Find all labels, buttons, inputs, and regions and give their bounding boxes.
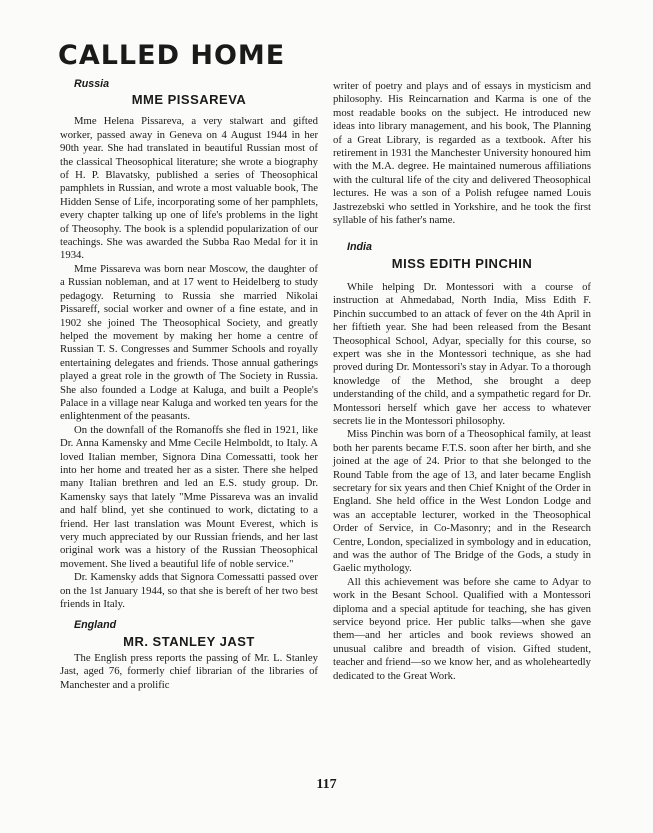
region-label-india: India xyxy=(347,241,372,254)
paragraph: On the downfall of the Romanoffs she fled in 1921, like Dr. Anna Kamensky and Mme Cecile Helmboldt, to Italy. A loved Italian member, Signora Dina Comessatti, took her into her home and treated her as a sister. There she helped many Italian brethren and led an E.S. study group. Dr. Kamensky says that lately "Mme Pissareva was an invalid and half blind, yet she continued to work, dictating to a friend. Her last translation was Mount Everest, which is very much appreciated by our Russian friends, and her last original work was a history of the Russian Theosophical movement. She lived a beautiful life of noble service." xyxy=(60,423,318,570)
paragraph: Dr. Kamensky adds that Signora Comessatti passed over on the 1st January 1944, so that she is bereft of her two best friends in Italy. xyxy=(60,571,318,611)
paragraph: While helping Dr. Montessori with a course of instruction at Ahmedabad, North India, Miss Edith F. Pinchin succumbed to an attack of fever on the 4th April in her fiftieth year. She had been released from the Besant Theosophical School, Adyar, specially for this course, so expert was she in the Montessori technique, as she had proved during Dr. Montessori's stay in Adyar. To a thorough knowledge of the Method, she brought a deep understanding of the child, and a sympathetic regard for Dr. Montessori herself which gave her access to whatever secrets lie in the Montessori philosophy. xyxy=(333,280,591,427)
right-column xyxy=(333,80,591,683)
region-label-england: England xyxy=(74,619,117,632)
obituary-heading-pinchin: MISS EDITH PINCHIN xyxy=(391,255,533,271)
paragraph: Mme Helena Pissareva, a very stalwart and gifted worker, passed away in Geneva on 4 August 1944 in her 90th year. She had translated in beautiful Russian most of the classical Theosophical literature; she wrote a biography of H. P. Blavatsky, published a series of Theosophical pamphlets in Russian, and wrote a most valuable book, The Hidden Sense of Life, incorporating some of her pamphlets, every chapter talking up one of life's problems in the light of Theosophy. The book is a splendid popularization of our teachings. She was awarded the Subba Rao Medal for it in 1934. xyxy=(60,115,318,262)
page-number: 117 xyxy=(316,777,337,792)
paragraph-continued: writer of poetry and plays and of essays in mysticism and philosophy. His Reincarnation and Karma is one of the most readable books on the subject. He introduced new ideas into library management, and his book, The Planning of a Great Library, is regarded as a textbook. After his retirement in 1931 the Manchester University honoured him with the M.A. degree. He maintained numerous affiliations with the cultural life of the city and delivered Theosophical lectures. He was a son of a Polish refugee named Louis Jastrezebski who settled in Yorkshire, and he took the first syllable of his father's name. xyxy=(333,80,591,227)
left-column xyxy=(60,78,318,692)
paragraph: Miss Pinchin was born of a Theosophical family, at least both her parents became F.T.S. soon after her birth, and she joined at the age of 24. Prior to that she belonged to the Round Table from the age of 13, and later became English secretary for six years and then Chief Knight of the Order in England. She held office in the West London Lodge and was an acceptable lecturer, worked in the Theosophical Order of Service, in Co-Masonry; and in the Research Centre, London, specialized in symbology and in education, and was the author of The Bridge of the Gods, a study in Gaelic mythology. xyxy=(333,428,591,575)
paragraph: Mme Pissareva was born near Moscow, the daughter of a Russian nobleman, and at 17 went to Heidelberg to study pedagogy. Returning to Russia she married Nikolai Pissareff, social worker and owner of a fine estate, and in 1902 she joined The Theosophical Society, and greatly helped the movement by making her home a centre of Russian T. S. Congresses and Summer Schools and royally entertaining delegates and friends. Those annual gatherings played a great role in the growth of The Society in Russia. She also founded a Lodge at Kaluga, and built a People's Palace in a village near Kaluga and worked ten years for the enlightenment of the peasants. xyxy=(60,262,318,423)
region-label-russia: Russia xyxy=(74,78,110,90)
paragraph: The English press reports the passing of Mr. L. Stanley Jast, aged 76, formerly chief librarian of the libraries of Manchester and a prolific xyxy=(60,651,318,691)
page-title: CALLED HOME xyxy=(58,40,286,71)
paragraph: All this achievement was before she came to Adyar to work in the Besant School. Qualified with a Montessori diploma and a special aptitude for teaching, she has given service beyond price. Her public talks—when she gave them—and her articles and book reviews showed an unusual calibre and breadth of vision. Gifted student, teacher and friend—so we know her, and as wholeheartedly dedicated to the Great Work. xyxy=(333,575,591,682)
obituary-heading-jast: MR. STANLEY JAST xyxy=(123,633,255,649)
obituary-heading-pissareva: MME PISSAREVA xyxy=(131,92,247,108)
